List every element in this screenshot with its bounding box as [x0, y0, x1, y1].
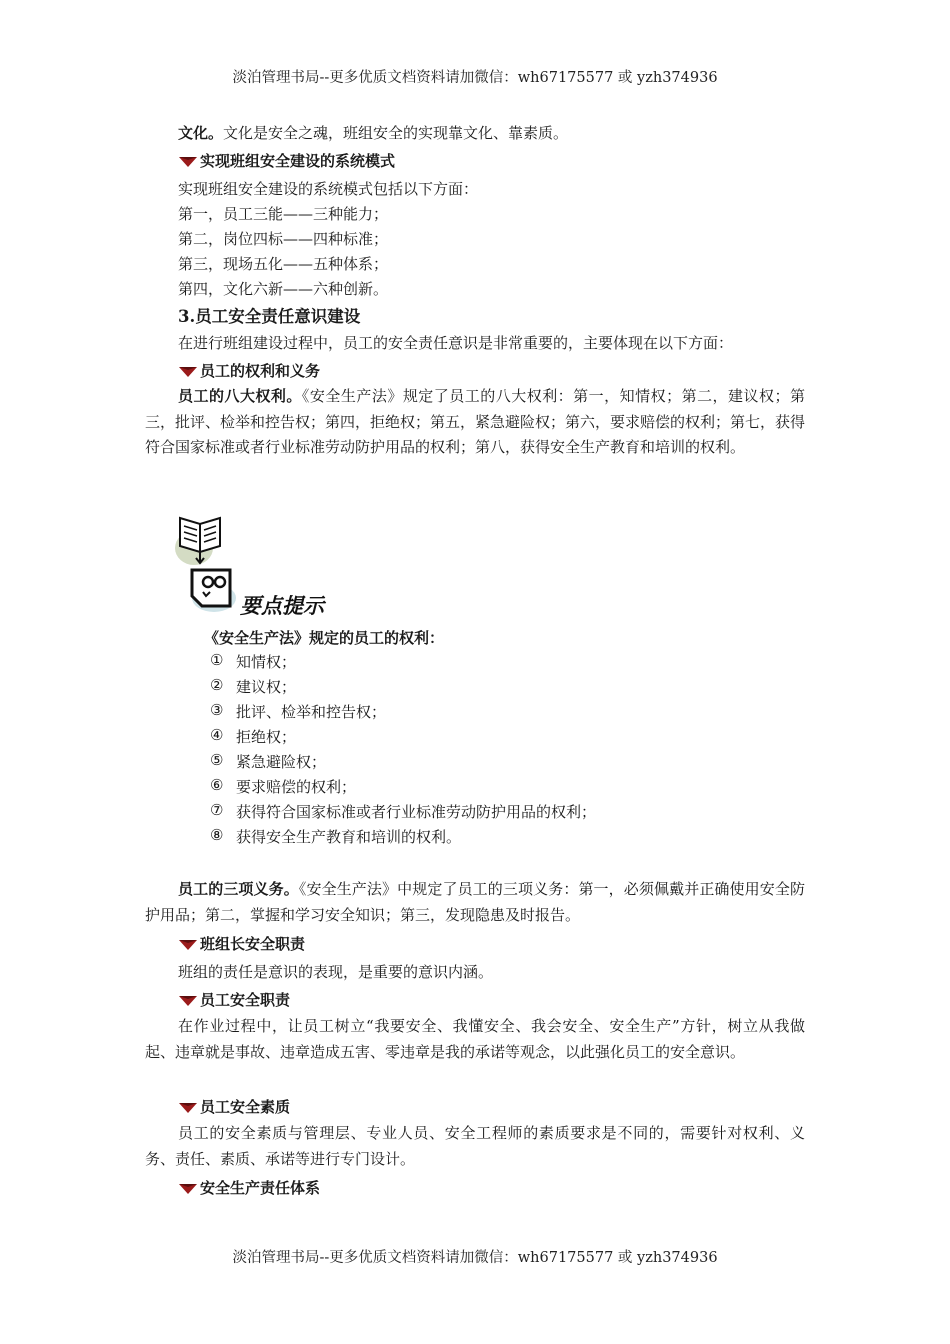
leader-duty-heading-text: 班组长安全职责	[200, 935, 306, 953]
red-arrow-icon	[178, 1181, 198, 1195]
system-mode-heading	[178, 150, 395, 171]
employee-quality-text: 员工的安全素质与管理层、专业人员、安全工程师的素质要求是不同的，需要针对权利、义务、责任、素质、承诺等进行专门设计。	[145, 1124, 805, 1168]
page-footer: 淡泊管理书局--更多优质文档资料请加微信：wh67175577 或 yzh374936	[232, 1250, 718, 1266]
rights-duties-heading	[178, 360, 320, 381]
tip-item-text: 紧急避险权；	[236, 753, 327, 771]
page-header: 淡泊管理书局--更多优质文档资料请加微信：wh67175577 或 yzh374936	[232, 70, 718, 86]
tip-item-text: 拒绝权；	[236, 728, 297, 746]
tip-subtitle: 《安全生产法》规定的员工的权利：	[204, 629, 445, 647]
tip-title: 要点提示	[240, 593, 324, 618]
tip-item-text: 获得安全生产教育和培训的权利。	[236, 828, 462, 846]
responsibility-system-heading	[178, 1177, 320, 1198]
tip-item	[210, 726, 296, 747]
rights-text: 《安全生产法》规定了员工的八大权利：第一，知情权；第二，建议权；第三，批评、检举和控告权；第四，拒绝权；第五，紧急避险权；第六，要求赔偿的权利；第七，获得符合国家标准或者行业标准劳动防护用品的权利；第八，获得安全生产教育和培训的权利。	[145, 387, 806, 456]
section3-title: 3.员工安全责任意识建设	[178, 307, 361, 326]
tip-item	[210, 776, 356, 797]
system-mode-item: 第三，现场五化——五种体系；	[178, 255, 389, 273]
employee-duty-heading-text: 员工安全职责	[200, 991, 291, 1009]
tip-item-text: 获得符合国家标准或者行业标准劳动防护用品的权利；	[236, 803, 597, 821]
tip-item-num: ⑤	[210, 751, 224, 769]
tip-item-text: 要求赔偿的权利；	[236, 778, 357, 796]
employee-quality-heading	[178, 1096, 290, 1117]
system-mode-intro: 实现班组安全建设的系统模式包括以下方面：	[178, 180, 479, 198]
tip-item	[210, 751, 326, 772]
rights-duties-heading-text: 员工的权利和义务	[200, 362, 321, 380]
leader-duty-heading	[178, 933, 305, 954]
culture-bold: 文化。	[178, 124, 224, 142]
employee-duty-heading	[178, 989, 290, 1010]
rights-bold: 员工的八大权利。	[178, 387, 302, 405]
system-mode-heading-text: 实现班组安全建设的系统模式	[200, 152, 396, 170]
employee-quality-heading-text: 员工安全素质	[200, 1098, 291, 1116]
red-arrow-icon	[178, 154, 198, 168]
tip-item-num: ③	[210, 701, 224, 719]
tip-item-num: ①	[210, 651, 224, 669]
tip-item	[210, 701, 386, 722]
red-arrow-icon	[178, 1100, 198, 1114]
culture-line	[178, 122, 568, 143]
tip-item	[210, 826, 461, 847]
section3-intro: 在进行班组建设过程中，员工的安全责任意识是非常重要的，主要体现在以下方面：	[178, 334, 734, 352]
tip-item-num: ⑦	[210, 801, 224, 819]
red-arrow-icon	[178, 993, 198, 1007]
tip-item	[210, 801, 596, 822]
tip-item-num: ⑥	[210, 776, 224, 794]
rights-paragraph	[145, 384, 805, 461]
tip-item-text: 建议权；	[236, 678, 297, 696]
duties-paragraph	[145, 877, 805, 928]
red-arrow-icon	[178, 364, 198, 378]
system-mode-item: 第一，员工三能——三种能力；	[178, 205, 389, 223]
red-arrow-icon	[178, 937, 198, 951]
responsibility-system-heading-text: 安全生产责任体系	[200, 1179, 321, 1197]
tip-item	[210, 676, 296, 697]
leader-duty-text: 班组的责任是意识的表现，是重要的意识内涵。	[178, 963, 494, 981]
system-mode-item: 第四，文化六新——六种创新。	[178, 280, 389, 298]
duties-bold: 员工的三项义务。	[178, 880, 299, 898]
employee-duty-text: 在作业过程中，让员工树立“我要安全、我懂安全、我会安全、安全生产”方针，树立从我做起、违章就是事故、违章造成五害、零违章是我的承诺等观念，以此强化员工的安全意识。	[145, 1017, 805, 1061]
tip-item-num: ②	[210, 676, 224, 694]
tip-item-text: 批评、检举和控告权；	[236, 703, 387, 721]
tip-item-text: 知情权；	[236, 653, 297, 671]
tip-item	[210, 651, 296, 672]
duties-text: 《安全生产法》中规定了员工的三项义务：第一，必须佩戴并正确使用安全防护用品；第二，掌握和学习安全知识；第三，发现隐患及时报告。	[145, 880, 805, 924]
tip-item-num: ④	[210, 726, 224, 744]
system-mode-item: 第二，岗位四标——四种标准；	[178, 230, 389, 248]
culture-text: 文化是安全之魂，班组安全的实现靠文化、靠素质。	[223, 124, 569, 142]
tip-item-num: ⑧	[210, 826, 224, 844]
